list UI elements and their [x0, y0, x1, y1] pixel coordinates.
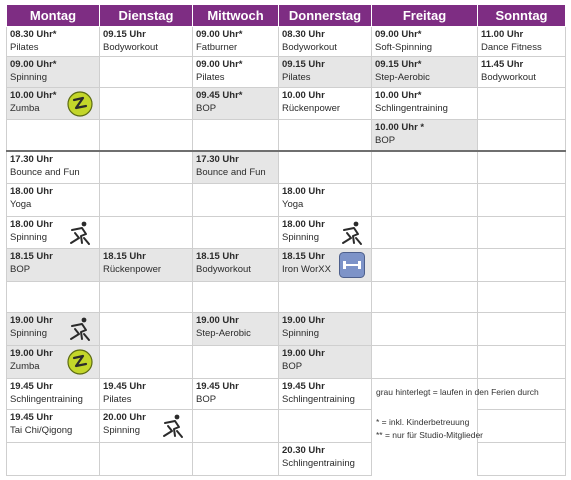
spinning-cyclist-icon — [160, 413, 186, 439]
course-cell: 10.00 Uhr * BOP — [372, 120, 478, 152]
course-cell: 19.45 Uhr Pilates — [100, 378, 193, 410]
empty-cell — [279, 120, 372, 152]
spinning-cyclist-icon — [67, 220, 93, 246]
course-cell: 18.15 Uhr Rückenpower — [100, 248, 193, 281]
empty-cell — [372, 248, 478, 281]
empty-cell — [7, 443, 100, 476]
table-row — [7, 151, 566, 184]
table-row — [7, 410, 566, 443]
empty-cell — [478, 248, 566, 281]
spinning-cyclist-icon — [67, 316, 93, 342]
course-cell: 18.15 Uhr Bodyworkout — [193, 248, 279, 281]
empty-cell — [193, 346, 279, 379]
table-row — [7, 184, 566, 217]
empty-cell — [478, 378, 566, 410]
course-cell: 09.15 Uhr Bodyworkout — [100, 27, 193, 57]
course-cell: 10.00 Uhr* Schlingentraining — [372, 88, 478, 120]
empty-cell — [7, 281, 100, 313]
empty-cell — [100, 151, 193, 184]
empty-cell — [478, 184, 566, 217]
course-cell: 18.00 Uhr Spinning — [7, 217, 100, 249]
course-cell: 08.30 Uhr Bodyworkout — [279, 27, 372, 57]
zumba-logo-icon — [67, 91, 93, 117]
legend-notes — [372, 378, 539, 475]
empty-cell — [100, 346, 193, 379]
table-row — [7, 88, 566, 120]
course-cell: 19.00 Uhr Spinning — [279, 313, 372, 346]
double-star-note: ** = nur für Studio-Mitglieder — [376, 429, 484, 440]
weekday-header-row — [7, 5, 566, 27]
empty-cell — [478, 313, 566, 346]
header-mittwoch: Mittwoch — [193, 5, 279, 27]
course-cell: 18.15 Uhr BOP — [7, 248, 100, 281]
table-row — [7, 281, 566, 313]
empty-cell — [193, 443, 279, 476]
course-schedule-table — [6, 4, 566, 476]
empty-cell — [193, 120, 279, 152]
header-freitag: Freitag — [372, 5, 478, 27]
empty-cell — [279, 410, 372, 443]
course-cell: 17.30 Uhr Bounce and Fun — [7, 151, 100, 184]
course-cell: 09.15 Uhr Pilates — [279, 56, 372, 88]
table-row — [7, 217, 566, 249]
course-cell: 19.00 Uhr BOP — [279, 346, 372, 379]
course-cell: 11.00 Uhr Dance Fitness — [478, 27, 566, 57]
empty-cell — [100, 217, 193, 249]
empty-cell — [100, 120, 193, 152]
course-cell: 09.45 Uhr* BOP — [193, 88, 279, 120]
empty-cell — [372, 184, 478, 217]
empty-cell — [279, 281, 372, 313]
course-cell: 09.00 Uhr* Fatburner — [193, 27, 279, 57]
course-cell: 19.45 Uhr Schlingentraining — [7, 378, 100, 410]
course-cell: 20.30 Uhr Schlingentraining — [279, 443, 372, 476]
header-donnerstag: Donnerstag — [279, 5, 372, 27]
empty-cell — [372, 313, 478, 346]
course-cell: 10.00 Uhr Rückenpower — [279, 88, 372, 120]
header-montag: Montag — [7, 5, 100, 27]
zumba-logo-icon — [67, 349, 93, 375]
empty-cell — [100, 443, 193, 476]
legend-notes-box — [372, 379, 539, 476]
header-sonntag: Sonntag — [478, 5, 566, 27]
empty-cell — [100, 313, 193, 346]
empty-cell — [193, 281, 279, 313]
course-cell: 19.00 Uhr Spinning — [7, 313, 100, 346]
course-cell: 19.45 Uhr Tai Chi/Qigong — [7, 410, 100, 443]
course-cell: 10.00 Uhr* Zumba — [7, 88, 100, 120]
empty-cell — [478, 281, 566, 313]
course-cell: 18.00 Uhr Yoga — [279, 184, 372, 217]
empty-cell — [7, 120, 100, 152]
course-cell: 08.30 Uhr* Pilates — [7, 27, 100, 57]
dumbbell-icon — [339, 252, 365, 278]
course-cell: 18.15 Uhr Iron WorXX — [279, 248, 372, 281]
empty-cell — [478, 443, 566, 476]
course-cell: 19.00 Uhr Step-Aerobic — [193, 313, 279, 346]
course-cell: 18.00 Uhr Spinning — [279, 217, 372, 249]
course-cell: 09.00 Uhr* Soft-Spinning — [372, 27, 478, 57]
grey-note: grau hinterlegt = laufen in den Ferien durch — [376, 386, 539, 397]
table-row — [7, 27, 566, 57]
course-cell: 17.30 Uhr Bounce and Fun — [193, 151, 279, 184]
empty-cell — [193, 217, 279, 249]
table-row — [7, 443, 566, 476]
empty-cell — [372, 346, 478, 379]
empty-cell — [279, 151, 372, 184]
table-row — [7, 346, 566, 379]
course-cell: 18.00 Uhr Yoga — [7, 184, 100, 217]
empty-cell — [478, 217, 566, 249]
course-cell: 19.45 Uhr Schlingentraining — [279, 378, 372, 410]
course-cell: 11.45 Uhr Bodyworkout — [478, 56, 566, 88]
empty-cell — [100, 281, 193, 313]
course-cell: 19.00 Uhr Zumba — [7, 346, 100, 379]
empty-cell — [100, 88, 193, 120]
empty-cell — [372, 281, 478, 313]
table-row — [7, 120, 566, 152]
course-cell: 20.00 Uhr Spinning — [100, 410, 193, 443]
empty-cell — [478, 410, 566, 443]
empty-cell — [478, 346, 566, 379]
table-row — [7, 378, 566, 410]
course-cell: 19.45 Uhr BOP — [193, 378, 279, 410]
empty-cell — [193, 184, 279, 217]
course-cell: 09.00 Uhr* Pilates — [193, 56, 279, 88]
header-dienstag: Dienstag — [100, 5, 193, 27]
empty-cell — [478, 88, 566, 120]
empty-cell — [478, 120, 566, 152]
empty-cell — [100, 56, 193, 88]
table-row — [7, 56, 566, 88]
spinning-cyclist-icon — [339, 220, 365, 246]
star-note: * = inkl. Kinderbetreuung — [376, 416, 470, 427]
course-cell: 09.15 Uhr* Step-Aerobic — [372, 56, 478, 88]
empty-cell — [193, 410, 279, 443]
course-cell: 09.00 Uhr* Spinning — [7, 56, 100, 88]
empty-cell — [100, 184, 193, 217]
table-row — [7, 248, 566, 281]
table-row — [7, 313, 566, 346]
empty-cell — [372, 217, 478, 249]
empty-cell — [372, 151, 478, 184]
empty-cell — [478, 151, 566, 184]
